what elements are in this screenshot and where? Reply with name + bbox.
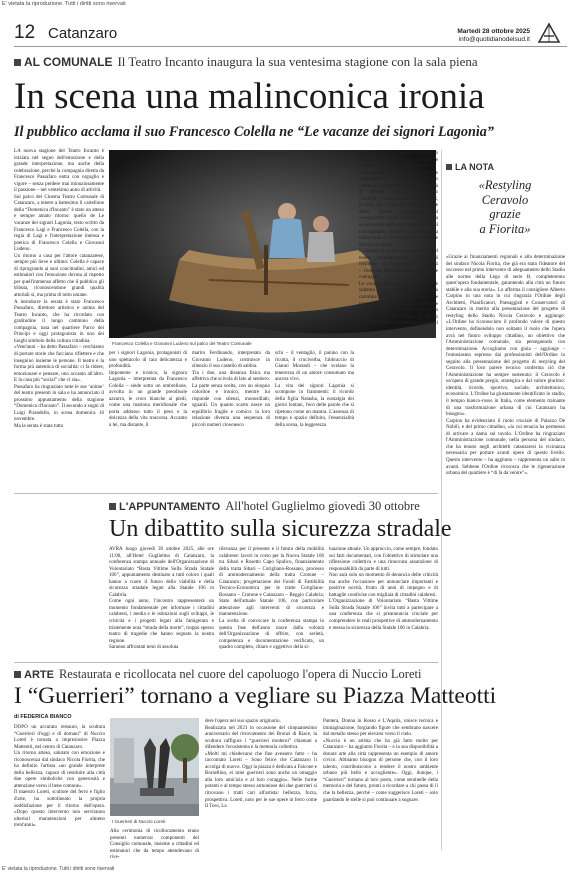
sculpture-photo-illustration — [110, 718, 199, 816]
contact-email: info@quotidianodelsud.it — [458, 36, 530, 43]
article3-photo-caption: I Guerrieri di Nuccio Loreti — [112, 819, 166, 824]
article3-kicker-row — [14, 667, 421, 682]
article3-top-rule — [14, 662, 438, 663]
article2-top-rule — [14, 493, 438, 494]
newspaper-logo-icon — [535, 22, 563, 44]
article3-col4: Pantera, Donna in Rosso e L'Aquila, unisce tecnica e immaginazione, forgiando figure che sembrano nascere dal metallo stesso per elevarsi verso il cielo. «Nuccio è un artista che ha già fatto molto per Catanzaro – ha aggiunto Fiorita – e la sua disponibilità a donare arte alla città rappresenta un esempio di amore civico. Abbiamo bisogno di persone che, con il loro talento, contribuiscono a rendere il nostro ambiente urbano più bello e accogliente». Oggi, dunque, i “Guerrieri” tornano al loro posto, come sentinelle della memoria e del futuro, pronti a ricordare a chi passa di lì che la bellezza, perché – come suggerisce Loreti – solo guardando le stelle si può continuare a sognare. — [323, 718, 438, 803]
article3-col3: dere l'opera nel suo spazio originario. Realizzata nel 2021 in occasione del cinquantesimo anniversario del ritrovamento dei Bronzi di Riace, la scultura raffigura i “guerrieri moderni” chiamati a difendere l'ecosistema e la memoria collettiva. «Molti mi chiedevano che fine avessero fatto – ha raccontato Loreti – Sono felice che Catanzaro li accolga di nuovo. Oggi la piazza è dedicata a Falcone e Borsellino, ei miei guerrieri sono anche un omaggio alla loro amicizia e al loro coraggio». Nelle forme potenti e al tempo stesso armoniose dei due guerrieri si ritrovano i tratti cari all'artista: bellezza, forza, prospettiva. Loreti, noto per le sue opere in ferro come Il Toro, La — [205, 718, 317, 810]
masthead-rule — [14, 46, 567, 47]
article1-col2: per i signori Lagonìa, protagonisti di uno spettacolo di rara delicatezza e profondità. Imponente e ironico, la signora Lagonìa – interpretata da Francesco Colella – siede sotto un ombrellone, avvolta in un grande prendisole azzurro, le crocs bianche ai piedi, come una matrona meridionale che porta addosso tutto il peso e la dolcezza della vita trascorsa. Accanto a lei, ma distante, il — [109, 350, 187, 429]
article1-col5: za dei gesti e dei silenzi rendono lo spettacolo sospeso tra poesia e realismo, tra ironia e struggimento. L'interpretazione di Colella è intensa e trasformativa: con il suo corpo restituisce la femminilità e la fragilità di Marisa Lagonìa, alternando comicità e commozione. Ludeno – si, proprio lui, l'ispettore Antonio Forte della fiction incentrata sul vicequestore Lolita Lobosco – con la sua presenza muta ma vigorosa, ne è il contrappunto perfetto, incarnando la malinconia di chi ha smesso di parlare ma non di amare. Il risultato è un piccolo capolavoro del teatro contemporaneo, capace di restituire – con leggerezza e profondità – l'essenza dell'esistenza e dell'amore coniugale. Le vacanze dei signori Lagonìa non è soltanto uno spettacolo, ma una cartolina malinconica e poetica che resta nella memoria dello spettatore come il ricordo di un'estate lontana, un sorriso inquilio del tempo, un ultimo sguardo condiviso prima di prendere il largo. — [359, 150, 438, 333]
article1-col3: marito Ferdinando, interpretato da Giovanni Ludeno, costruisce in silenzio il suo castello di sabbia. Tra i due, una distanza fisica ma affettiva che scivola di lato al sentiero. La parte senza scelta, con un oloquio coloritoe e ironico, mentre lui risponde con silenzi, monosillabi, sguardi. Un quanto scarto nasce un equilibrio fragile e comico: la loro relazione diventa una sequenza di piccoli numeri clownesco — [192, 350, 270, 429]
sidebar-body: «Grazie ai finanziamenti regionali e alla determinazione del sindaco Nicola Fiorita, che già era stata l'ideatore del successo nel primo intervento di adeguamento dello Stadio alle norme della Lega di serie B, completeremo quest'opera fondamentale, garantendo alla città un futuro stabile e alla sua storia». Lo afferma il consigliere Alberto Carpino in una nota in cui ringrazia l'Ordine degli Architetti, Pianificatori, Paesaggisti e Conservatori di Catanzaro in merito alla presentazione del progetto di restyling dello Stadio Nicola Ceravolo e aggiunge: «L'Ordine ha riconosciuto il profondo valore di questo intervento, definendolo non soltanto il ruolo che l'opera avrà nel futuro sviluppo cittadino, un obiettivo che l'Amministrazione comunale, sta perseguendo con determinazione. Accogliamo con gioia – aggiunge – l'entusiasmo espresso dai professionisti dell'Ordine in seguito alla presentazione del progetto di restyling del Ceravolo. Il loro parere tecnico conferma ciò che l'Amministrazione ha sempre sostenuto: il Ceravolo è un'opera di grande pregio, strategica e dal valore plurimo: identità, ricordo, sportivo, sociale, architettonico, economico. L'Ordine ha giustamente identificato lo stadio, il tempio bianco-rosso in Italia, come elemento trainante di una trasformazione urbana di cui Catanzaro ha bisogno». Carpino ha evidenziato il ruolo cruciale di Palazzo De Nobili, e del primo cittadino, «la cui tenacia ha permesso di arrivare a dama sul tavolo. L'Ordine ha ringraziato l'Amministrazione comunale, nella persona del sindaco, che ha tenuto negli architetti catanzaresi la vicinanza necessaria per portare avanti opere di questo livello. Questo intervento – ha aggiunto – rappresenta un salto in avanti. Sebbene l'Ordine ricorosca che le rigenerazione urbana del quartiere è “di là da venire”». — [446, 254, 565, 477]
article1-col1: LA nuova stagione del Teatro Incanto è iniziata nel segno dell'emozione e della grande interpretazione, ma anche della celebrazione, perché la compagnia diretta da Francesco Passafaro entra con orgoglio e vigore – senza perdere mai minuziosamente il passione – nel ventesimo anno di attività. Sul palco del Cinema Teatro Comunale di Catanzaro, a tenere a battesimo il cartellone della “Domenica d'Incanto” è stato un atteso e sempre amato ritorno: quello de Le vacanze dei signori Lagonìa, testo scritto da Francesco Lagi e Francesco Colella, con la regia di Lagi e l'interpretazione intensa e poetica di Francesco Colella e Giovanni Ludeno. Un ritorno a casa per l'attore catanzarese, sempre più lieve e ultimo: Colella è capace di riprogrando ai suoi concittadini, amici ed estimatori con l'emozione dovuta al rispetto per quell'immenso affetto che il pubblico gli tributa, riconoscendone grandi qualità attoriali sì, ma prima di tutto umane. A introdurre la serata è stato Francesco Passafaro, direttore artistico e anima del Teatro Incanto, che ha ricordato con gratitudine il lungo cammino della compagnia, nata nel quartiere Parco dei Principi e oggi protagonista in uno dei luoghi simbolo della cultura cittadina. «Vent'anni – ha detto Passafaro – cerchiamo di portare storie che facciano riflettere e che insegnino insieme le persone. Il teatro è la forma più autentica di socialità: ci fa ridere, emozionare e pensare, uno accanto all'altro. E la casa più “social” che ci sia». Passafaro ha ringraziato tutte le sue ‘anime’ del teatro presenti in sala e ha annunciato il prossimo appuntamento della stagione “Domenica d'Incanto”. Il secondo a sogni di Luigi Pirandello, in scena domenica 16 novembre. Ma la serata è stata tutta — [14, 148, 104, 429]
article3-headline: I “Guerrieri” tornano a vegliare su Piazza Matteotti — [14, 683, 497, 709]
article3-col2: Alla cerimonia di ricollocamento erano presenti numerosi componenti del Consiglio comunale, insieme a cittadini ed estimatori che da tempo attendevano di rive- — [110, 828, 199, 861]
copyright-strip-bottom: E' vietata la riproduzione. Tutti i diritti sono riservati — [2, 866, 115, 872]
sidebar-kicker: LA NOTA — [455, 162, 494, 172]
article1-col4: schi – il ventaglio, il panino con la ricotta, il cruciverba, l'abbraccio di Gianni Morandi – che svelano la tenerezza di un amore consumato ma ancora vivo. La vita dei signori Lagonìa si scompone in frammenti: il ricordo della figlia Natasha, la nostalgia dei giorni lontani, l'eco delle parole che si ripetono come un mantra. L'assenza di tempo e spazio definito, l'essenzialità della scena, la leggerezza — [275, 350, 354, 429]
article2-kicker-row — [109, 499, 420, 514]
issue-date: Martedì 28 ottobre 2025 — [457, 28, 530, 35]
kicker-square-icon — [109, 503, 116, 510]
article2-kicker-sub: All'hotel Guglielmo giovedì 30 ottobre — [225, 499, 420, 513]
page-number: 12 — [14, 22, 36, 43]
article1-subheadline: Il pubblico acclama il suo Francesco Colella ne “Le vacanze dei signori Lagonìa” — [14, 124, 494, 140]
kicker-square-icon — [14, 59, 21, 66]
article1-photo-caption: Francesco Colella e Giovanni Ludeno sul palco del Teatro Comunale — [112, 341, 252, 346]
article1-headline: In scena una malinconica ironia — [14, 76, 485, 117]
article3-kicker: ARTE — [24, 669, 54, 681]
article3-col1: DOPO un accurato restauro, la scultura “Guerrieri d'oggi e di domani” di Nuccio Loreti è tornata a impreziosire Piazza Matteotti, nel centro di Catanzaro. Un ritorno atteso, salutato con emozione e riconoscenza dal sindaco Nicola Fiorita, che ha definito l'artista «un grande interprete della bellezza, capace di restituire alla città due opere simboliche con generosità e attenzione verso il bene comune». Il maestro Loreti, scultore del ferro e figlio d'arte, ha sottolineato la propria soddisfazione per il ritorno dell'opera. «Dopo questo intervento non serviranno ulteriori manutenzioni per almeno trent'anni». — [14, 724, 105, 829]
article2-col1: AVRÀ luogo giovedì 30 ottobre 2025, alle ore 11:00, all'Hotel Guglielmo di Catanzaro, la conferenza stampa annuale dell'Organizzazione di Volontariato “Basta Vittime Sulla Strada Statale 106”, appuntamento destinato a tutti coloro i quali hanno a cuore il futuro della viabilità e della sicurezza stradale legati alla Statale 106 in Calabria. Come ogni anno, l'incontro rappresenterà un momento fondamentale per informare i cittadini calabresi, i media e le istituzioni sugli sviluppi, le criticità e i progetti legati alla famigerata e tristemente nota “strada della morte”, troppo spesso teatro di tragedie che hanno segnato la nostra regione. Saranno affrontati temi di assoluta — [109, 546, 214, 651]
kicker-square-icon — [14, 671, 21, 678]
article2-col3: tuazione attuale. Un approccio, come sempre, fondato sui fatti documentati, con l'obiettivo di stimolare una riflessione collettiva e una rinnovata assunzione di responsabilità da parte di tutti. Non sarà solo un momento di denuncia delle criticità ma anche l'occasione per annunciare importanti e positive novità, frutto di anni di impegno e di battaglie condivise con migliaia di cittadini calabresi. L'Organizzazione di Volontariato “Basta Vittime Sulla Strada Statale 106” invita tutti a partecipare a una conferenza che si preannuncia cruciale per comprendere le reali prospettive di ammodernamento e messa in sicurezza della Statale 106 in Calabria. — [329, 546, 438, 631]
article2-kicker: L'APPUNTAMENTO — [119, 501, 221, 513]
section-name: Catanzaro — [48, 25, 118, 42]
article2-headline: Un dibattito sulla sicurezza stradale — [109, 516, 452, 542]
copyright-strip-top: E' vietata la riproduzione. Tutti i diritti sono riservati — [2, 1, 126, 7]
sidebar-title: «Restyling Ceravolo grazie a Fiorita» — [478, 178, 532, 236]
article3-byline: di FEDERICA BIANCO — [14, 714, 72, 720]
sidebar-kicker-row — [446, 162, 494, 172]
article1-kicker: AL COMUNALE — [24, 55, 113, 69]
article1-kicker-row — [14, 54, 478, 70]
article2-col2: rilevanza per il presente e il futuro della mobilità calabrese: lavori in corso per la Nuova Statale 106 tra Sibari e Rosetto Capo Spulico, finanziamento della tratta Sibari – Corigliano-Rossano, processo di ammodernamento della tratta Crotone – Catanzaro; progettazione dei Fondi di Fattibilità Tecnico-Economica per le tratte Corigliano-Rossano – Crotone e Catanzaro – Reggio Calabria; Stato dell'attuale Statale 106, con particolare attenzione agli interventi di sicurezza e manutenzione. La scelta di convocare la conferenza stampa in questa fase dell'anno nasce dalla volontà dell'Organizzazione di offrire, con serietà, competenza e documentazione verificata, un quadro completo, chiaro e oggettivo della si- — [219, 546, 324, 651]
kicker-square-icon — [446, 164, 452, 170]
article1-kicker-sub: Il Teatro Incanto inaugura la sua ventesima stagione con la sala piena — [117, 54, 478, 69]
article3-kicker-sub: Restaurata e ricollocata nel cuore del capoluogo l'opera di Nuccio Loreti — [58, 667, 422, 681]
article3-photo — [110, 718, 199, 816]
sidebar-divider — [441, 150, 442, 850]
dateline — [412, 28, 530, 44]
